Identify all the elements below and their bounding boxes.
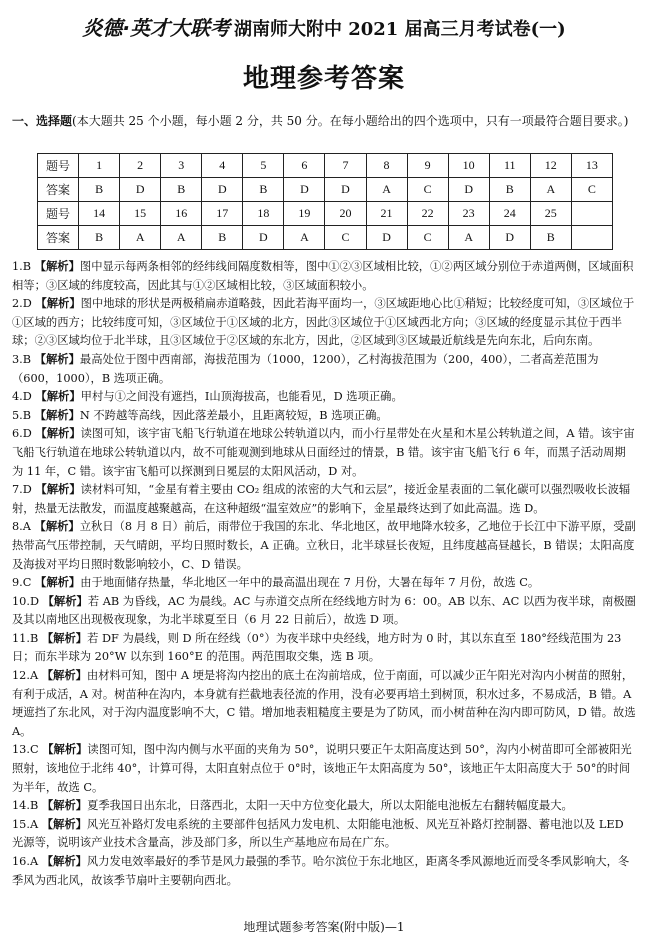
- answer-number: 2.D: [12, 297, 32, 311]
- answer-number: 12.A: [12, 669, 39, 683]
- table-cell: B: [530, 226, 571, 250]
- explanation-list: [12, 258, 636, 890]
- explanation-item: [12, 667, 636, 741]
- table-cell: A: [161, 226, 202, 250]
- exam-name: 湖南师大附中 2021 届高三月考试卷(一): [233, 19, 566, 40]
- answer-number: 15.A: [12, 817, 39, 831]
- table-cell: C: [325, 226, 366, 250]
- table-row: [38, 154, 613, 178]
- table-row: [38, 202, 613, 226]
- explanation-item: [12, 481, 636, 518]
- table-cell: 3: [161, 154, 202, 178]
- table-cell: B: [243, 178, 284, 202]
- table-cell: A: [120, 226, 161, 250]
- table-cell: 9: [407, 154, 448, 178]
- analysis-tag: 【解析】: [42, 594, 88, 608]
- analysis-tag: 【解析】: [35, 576, 81, 590]
- table-cell: C: [571, 178, 612, 202]
- analysis-tag: 【解析】: [41, 799, 88, 813]
- table-cell: 23: [448, 202, 489, 226]
- answer-number: 16.A: [12, 855, 39, 868]
- analysis-tag: 【解析】: [34, 260, 80, 273]
- explanation-text: 若 AB 为昏线，AC 为晨线。AC 与赤道交点所在经线地方时为 6：00。AB 以东、AC 以西为夜半球，南极圈及其以南地区出现极夜现象，为北半球夏至日（6 月 22 日前后），故选 D 项。: [12, 594, 636, 627]
- table-cell: 22: [407, 202, 448, 226]
- analysis-tag: 【解析】: [41, 817, 87, 831]
- table-cell: 7: [325, 154, 366, 178]
- table-cell: 16: [161, 202, 202, 226]
- explanation-item: [12, 351, 636, 388]
- explanation-item: [12, 295, 636, 351]
- table-cell: D: [448, 178, 489, 202]
- explanation-text: 读图可知，该宇宙飞船飞行轨道在地球公转轨道以内，而小行星带处在火星和木星公转轨道之间，A 错。该宇宙飞船飞行轨道在地球公转轨道以内，故不可能观测到地球从日面经过的情景，B 错。该宇宙飞船飞行 6 年，而黑子活动周期为 11 年，C 错。该宇宙飞船可以探测到日冕层的太阳风活动，D 对。: [12, 427, 635, 478]
- table-cell: 25: [530, 202, 571, 226]
- explanation-text: 风力发电效率最好的季节是风力最强的季节。哈尔滨位于东北地区，距离冬季风源地近而受冬季风影响大，冬季风为西北风，故该季节扇叶主要朝向西北。: [12, 855, 630, 887]
- table-cell: [571, 202, 612, 226]
- analysis-tag: 【解析】: [42, 743, 88, 757]
- brand-name: 炎德·英才大联考: [82, 16, 230, 40]
- table-cell: B: [79, 178, 120, 202]
- table-cell: A: [366, 178, 407, 202]
- section-heading: [12, 112, 634, 131]
- explanation-text: 读图可知，图中沟内侧与水平面的夹角为 50°，说明只要正午太阳高度达到 50°，沟内小树苗即可全部被阳光照射，该地位于北纬 40°，计算可得，太阳直射点位于 0°时，该地正午太阳高度为 50°，该地正午太阳高度大于 50°的时间为半年，故选 C。: [12, 743, 632, 794]
- answer-number: 7.D: [12, 483, 32, 497]
- row-label: 题号: [38, 202, 79, 226]
- explanation-item: [12, 741, 636, 797]
- table-cell: D: [489, 226, 530, 250]
- table-cell: C: [407, 178, 448, 202]
- table-cell: 21: [366, 202, 407, 226]
- table-cell: D: [120, 178, 161, 202]
- table-cell: D: [284, 178, 325, 202]
- analysis-tag: 【解析】: [35, 390, 81, 404]
- table-cell: 11: [489, 154, 530, 178]
- analysis-tag: 【解析】: [41, 631, 88, 645]
- table-cell: B: [161, 178, 202, 202]
- explanation-item: [12, 518, 636, 574]
- table-cell: A: [530, 178, 571, 202]
- explanation-item: [12, 593, 636, 630]
- table-cell: D: [325, 178, 366, 202]
- exam-header: [0, 12, 648, 44]
- page-footer: 地理试题参考答案(附中版)—1: [243, 920, 405, 934]
- table-cell: D: [366, 226, 407, 250]
- table-cell: 14: [79, 202, 120, 226]
- explanation-text: 风光互补路灯发电系统的主要部件包括风力发电机、太阳能电池板、风光互补路灯控制器、蓄电池以及 LED 光源等，说明该产业技术含量高，涉及部门多，所以生产基地应布局在广东。: [12, 817, 624, 850]
- section-note: (本大题共 25 个小题，每小题 2 分，共 50 分。在每小题给出的四个选项中，只有一项最符合题目要求。): [72, 114, 629, 128]
- analysis-tag: 【解析】: [34, 408, 80, 422]
- explanation-text: 读材料可知，“金星有着主要由 CO₂ 组成的浓密的大气和云层”，接近金星表面的二氧化碳可以强烈吸收长波辐射，热量无法散发，而温度越聚越高，在这种超级“温室效应”的影响下，金星最终达到了如此高温。选 D。: [12, 483, 631, 515]
- explanation-text: 甲村与①之间没有遮挡，Ⅰ山顶海拔高，也能看见，D 选项正确。: [80, 390, 403, 404]
- answer-number: 1.B: [12, 260, 32, 273]
- explanation-text: N 不跨越等高线，因此落差最小，且距离较短，B 选项正确。: [79, 408, 388, 422]
- explanation-text: 若 DF 为晨线，则 D 所在经线（0°）为夜半球中央经线，地方时为 0 时，其以东直至 180°经线范围为 23 日；而东半球为 20°W 以东到 160°E 的范围。两范围取交集，选 B 项。: [12, 631, 622, 664]
- explanation-item: [12, 853, 636, 890]
- table-cell: 17: [202, 202, 243, 226]
- explanation-item: [12, 630, 636, 667]
- section-title: 一、选择题: [12, 114, 73, 128]
- analysis-tag: 【解析】: [41, 669, 87, 683]
- explanation-item: [12, 407, 636, 426]
- answer-number: 8.A: [12, 520, 31, 534]
- table-cell: [571, 226, 612, 250]
- explanation-item: [12, 816, 636, 853]
- table-cell: A: [284, 226, 325, 250]
- table-cell: 5: [243, 154, 284, 178]
- table-cell: D: [202, 178, 243, 202]
- table-cell: 10: [448, 154, 489, 178]
- table-cell: 20: [325, 202, 366, 226]
- row-label: 答案: [38, 178, 79, 202]
- row-label: 题号: [38, 154, 79, 178]
- answer-number: 5.B: [12, 408, 32, 422]
- explanation-item: [12, 797, 636, 816]
- explanation-text: 图中地球的形状是两极稍扁赤道略鼓，因此若海平面均一，③区域距地心比①稍短；比较经度可知，③区域位于①区域的西方；比较纬度可知，③区域位于①区域的北方，因此③区域位于①区域西北方向；③区域的经度显示其位于西半球；②③区域均位于北半球，且③区域位于②区域的东北方，因此，②区域到③区域最近航线是先向东北，后向东南。: [12, 297, 635, 348]
- explanation-text: 由材料可知，图中 A 埂是将沟内挖出的底土在沟前培成，位于南面，可以减少正午阳光对沟内小树苗的照射，有利于成活，A 对。树苗种在沟内，本身就有拦截地表径流的作用，没有必要再培土到树顶，积水过多，不易成活，B 错。A 埂遮挡了东北风，对于沟内温度影响不大，C 错。增加地表粗糙度主要是为了防风，而小树苗种在沟内即可防风，D 错。故选 A。: [12, 669, 636, 738]
- explanation-text: 图中显示每两条相邻的经纬线间隔度数相等，图中①②③区域相比较，①②两区域分别位于赤道两侧，区域面积相等；③区域的纬度较高，因此其与①②区域相比较，③区域面积较小。: [12, 260, 634, 292]
- explanation-item: [12, 574, 636, 593]
- table-cell: 4: [202, 154, 243, 178]
- table-cell: 19: [284, 202, 325, 226]
- explanation-item: [12, 258, 636, 295]
- analysis-tag: 【解析】: [41, 855, 87, 868]
- table-cell: 8: [366, 154, 407, 178]
- explanation-text: 立秋日（8 月 8 日）前后，雨带位于我国的东北、华北地区，故甲地降水较多，乙地位于长江中下游平原，受副热带高气压带控制，天气晴朗，平均日照时数长，A 正确。立秋日，北半球昼长夜短，且纬度越高昼越长，B 错误；太阳高度及海拔对平均日照时数影响较小，C、D 错误。: [12, 520, 636, 571]
- explanation-item: [12, 425, 636, 481]
- explanation-text: 夏季我国日出东北，日落西北，太阳一天中方位变化最大，所以太阳能电池板左右翻转幅度最大。: [87, 799, 573, 813]
- table-cell: 6: [284, 154, 325, 178]
- analysis-tag: 【解析】: [35, 483, 81, 497]
- table-cell: C: [407, 226, 448, 250]
- table-cell: 2: [120, 154, 161, 178]
- explanation-text: 最高处位于图中西南部，海拔范围为（1000，1200），乙村海拔范围为（200，400），二者高差范围为（600，1000），B 选项正确。: [12, 352, 599, 385]
- answer-number: 6.D: [12, 427, 32, 441]
- answer-number: 4.D: [12, 390, 32, 404]
- answer-number: 9.C: [12, 576, 32, 590]
- table-cell: A: [448, 226, 489, 250]
- table-cell: 24: [489, 202, 530, 226]
- answer-number: 13.C: [12, 743, 39, 757]
- table-cell: 1: [79, 154, 120, 178]
- table-row: [38, 178, 613, 202]
- explanation-text: 由于地面储存热量，华北地区一年中的最高温出现在 7 月份，大暑在每年 7 月份，故选 C。: [80, 576, 540, 590]
- table-cell: B: [202, 226, 243, 250]
- table-row: [38, 226, 613, 250]
- explanation-item: [12, 388, 636, 407]
- row-label: 答案: [38, 226, 79, 250]
- analysis-tag: 【解析】: [35, 427, 81, 441]
- table-cell: B: [489, 178, 530, 202]
- answer-number: 14.B: [12, 799, 39, 813]
- table-cell: D: [243, 226, 284, 250]
- answer-number: 11.B: [12, 631, 39, 645]
- answer-number: 10.D: [12, 594, 40, 608]
- table-cell: B: [79, 226, 120, 250]
- table-cell: 15: [120, 202, 161, 226]
- table-cell: 18: [243, 202, 284, 226]
- analysis-tag: 【解析】: [34, 520, 80, 534]
- answer-number: 3.B: [12, 352, 32, 366]
- analysis-tag: 【解析】: [35, 297, 81, 311]
- page-title: 地理参考答案: [242, 64, 405, 94]
- table-cell: 12: [530, 154, 571, 178]
- table-cell: 13: [571, 154, 612, 178]
- analysis-tag: 【解析】: [34, 352, 80, 366]
- answer-table: [37, 153, 613, 250]
